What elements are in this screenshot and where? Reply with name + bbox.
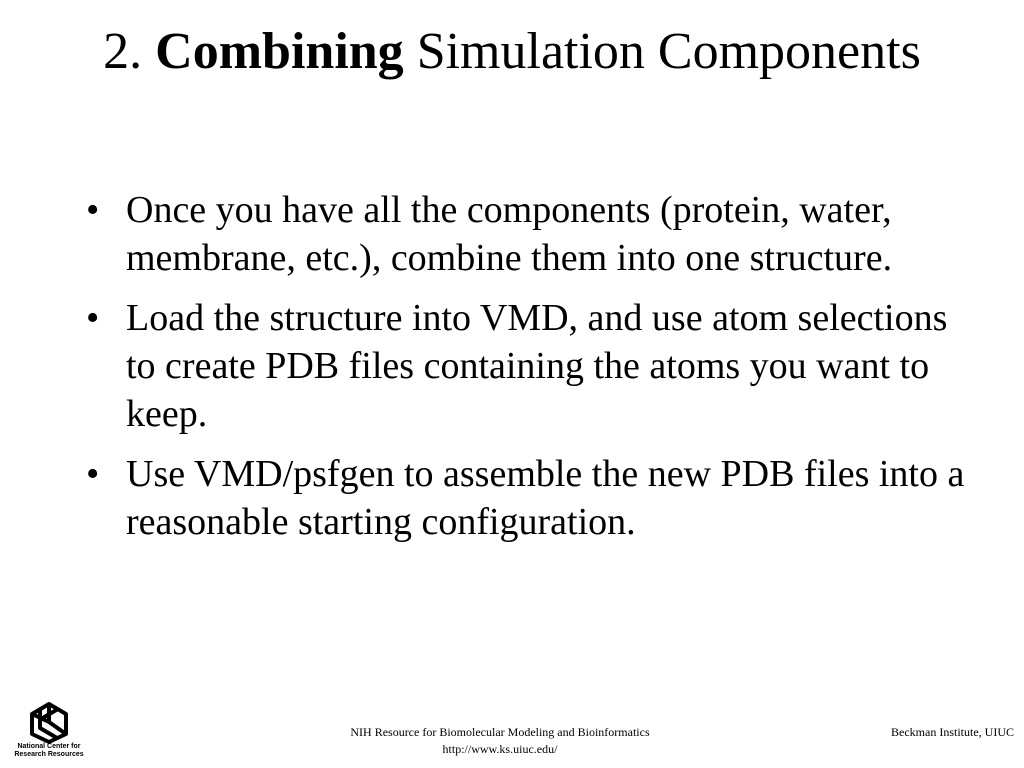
title-suffix: Simulation Components [403,23,921,80]
footer-url: http://www.ks.uiuc.edu/ [442,742,558,756]
ncrr-logo [10,700,88,764]
logo-line-1: National Center for [17,743,81,750]
bullet-text: Once you have all the components (protein, water, membrane, etc.), combine them into one structure. [126,189,893,279]
bullet-icon: • [86,453,100,495]
slide-title [0,22,1024,82]
title-bold-word: Combining [155,23,404,80]
logo-line-2: Research Resources [14,751,84,758]
bullet-item [86,450,966,546]
ncrr-logo-icon [10,700,88,744]
title-prefix: 2. [103,23,156,80]
footer-institution: Beckman Institute, UIUC [891,725,1014,739]
bullet-item [86,294,966,438]
logo-caption [10,743,88,759]
bullet-icon: • [86,297,100,339]
bullet-text: Load the structure into VMD, and use atom selections to create PDB files containing the atoms you want to keep. [126,297,948,435]
footer-resource-name: NIH Resource for Biomolecular Modeling and Bioinformatics [350,725,650,739]
bullet-text: Use VMD/psfgen to assemble the new PDB files into a reasonable starting configuration. [126,453,965,543]
bullet-list [86,186,966,558]
footer-center [300,724,700,758]
bullet-icon: • [86,189,100,231]
bullet-item [86,186,966,282]
